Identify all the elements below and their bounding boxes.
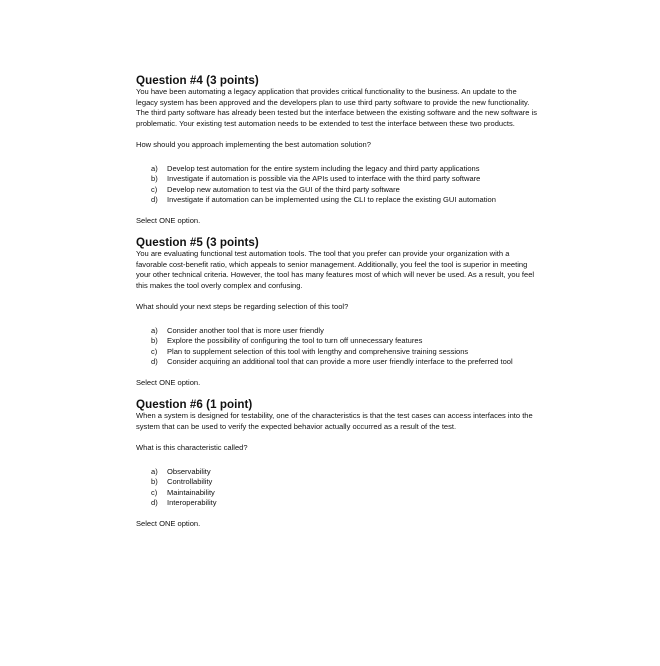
option-list — [136, 326, 540, 368]
option-text: Investigate if automation is possible via the APIs used to interface with the third party software — [167, 174, 481, 183]
option-letter: a) — [151, 466, 158, 476]
option-letter: a) — [151, 163, 158, 173]
option-letter: b) — [151, 477, 158, 486]
spacer — [136, 226, 540, 236]
option-b — [136, 336, 540, 347]
question-title: Question #5 (3 points) — [136, 236, 259, 249]
question-title: Question #4 (3 points) — [136, 74, 259, 87]
question-body: You are evaluating functional test automation tools. The tool that you prefer can provide your organization with a favorable cost-benefit ratio, which appeals to senior management. Additionally, you feel the tool is superior in meeting your other technical criteria. However, the tool has many features most of which will never be used. As a result, you feel this makes the tool overly complex and confusing. — [136, 249, 535, 290]
question-body: You have been automating a legacy application that provides critical functionality to the business. An update to the legacy system has been approved and the developers plan to use third party software to provide the new functionality. The third party software has already been tested but the interface between the existing software and the new software is problematic. Your existing test automation needs to be extended to test the interface between these two products. — [136, 87, 538, 128]
option-b — [136, 174, 540, 185]
option-letter: d) — [151, 357, 158, 366]
option-letter: b) — [151, 174, 158, 183]
option-list — [136, 164, 540, 206]
select-instruction: Select ONE option. — [136, 377, 201, 387]
option-letter: d) — [151, 195, 158, 204]
option-text: Develop test automation for the entire system including the legacy and third party applications — [167, 163, 480, 173]
option-text: Plan to supplement selection of this tool with lengthy and comprehensive training sessions — [167, 346, 469, 356]
option-b — [136, 477, 540, 488]
option-text: Observability — [167, 466, 211, 476]
option-c — [136, 185, 540, 196]
option-a — [136, 164, 540, 175]
option-c — [136, 347, 540, 358]
option-list — [136, 467, 540, 509]
option-letter: d) — [151, 498, 158, 507]
option-letter: c) — [151, 184, 158, 194]
option-letter: a) — [151, 325, 158, 335]
question-prompt: How should you approach implementing the best automation solution? — [136, 140, 371, 149]
option-text: Consider another tool that is more user friendly — [167, 325, 324, 335]
select-instruction: Select ONE option. — [136, 518, 201, 528]
option-text: Develop new automation to test via the GUI of the third party software — [167, 184, 400, 194]
option-text: Consider acquiring an additional tool that can provide a more user friendly interface to the preferred tool — [167, 357, 513, 366]
option-c — [136, 488, 540, 499]
option-text: Investigate if automation can be implemented using the CLI to replace the existing GUI automation — [167, 195, 496, 204]
option-letter: c) — [151, 346, 158, 356]
document-page — [136, 74, 540, 529]
option-d — [136, 357, 540, 368]
select-instruction: Select ONE option. — [136, 215, 201, 225]
option-text: Maintainability — [167, 487, 215, 497]
question-4 — [136, 74, 540, 226]
option-d — [136, 195, 540, 206]
option-letter: c) — [151, 487, 158, 497]
option-text: Controllability — [167, 477, 213, 486]
question-6 — [136, 398, 540, 529]
option-text: Interoperability — [167, 498, 217, 507]
option-text: Explore the possibility of configuring the tool to turn off unnecessary features — [167, 336, 423, 345]
question-prompt: What is this characteristic called? — [136, 443, 248, 452]
question-5 — [136, 236, 540, 388]
option-d — [136, 498, 540, 509]
option-a — [136, 326, 540, 337]
option-letter: b) — [151, 336, 158, 345]
question-title: Question #6 (1 point) — [136, 398, 253, 411]
question-prompt: What should your next steps be regarding selection of this tool? — [136, 302, 349, 311]
spacer — [136, 388, 540, 398]
question-body: When a system is designed for testability, one of the characteristics is that the test cases can access interfaces into the system that can be used to verify the expected behavior actually occurred as a result of the test. — [136, 411, 533, 431]
option-a — [136, 467, 540, 478]
